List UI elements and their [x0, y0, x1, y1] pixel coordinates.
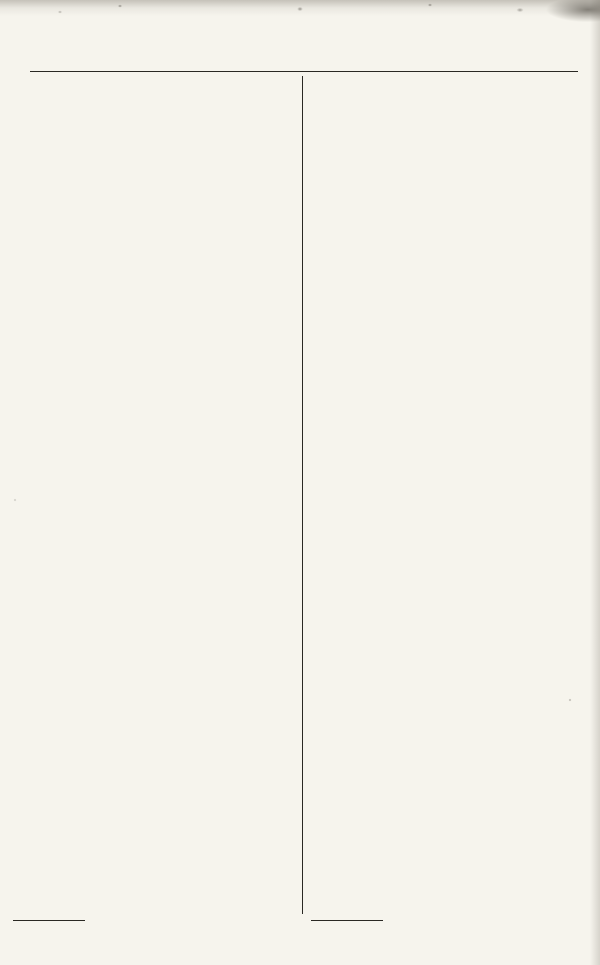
- column-left: [13, 78, 298, 940]
- footnote-rule-left: [13, 920, 85, 921]
- column-divider: [302, 76, 303, 914]
- footnote-rule-right: [311, 920, 383, 921]
- running-head: [0, 48, 600, 68]
- column-right: [311, 78, 591, 940]
- header-rule: [30, 71, 578, 72]
- footnote-right: [311, 920, 591, 940]
- footnote-left: [13, 920, 298, 940]
